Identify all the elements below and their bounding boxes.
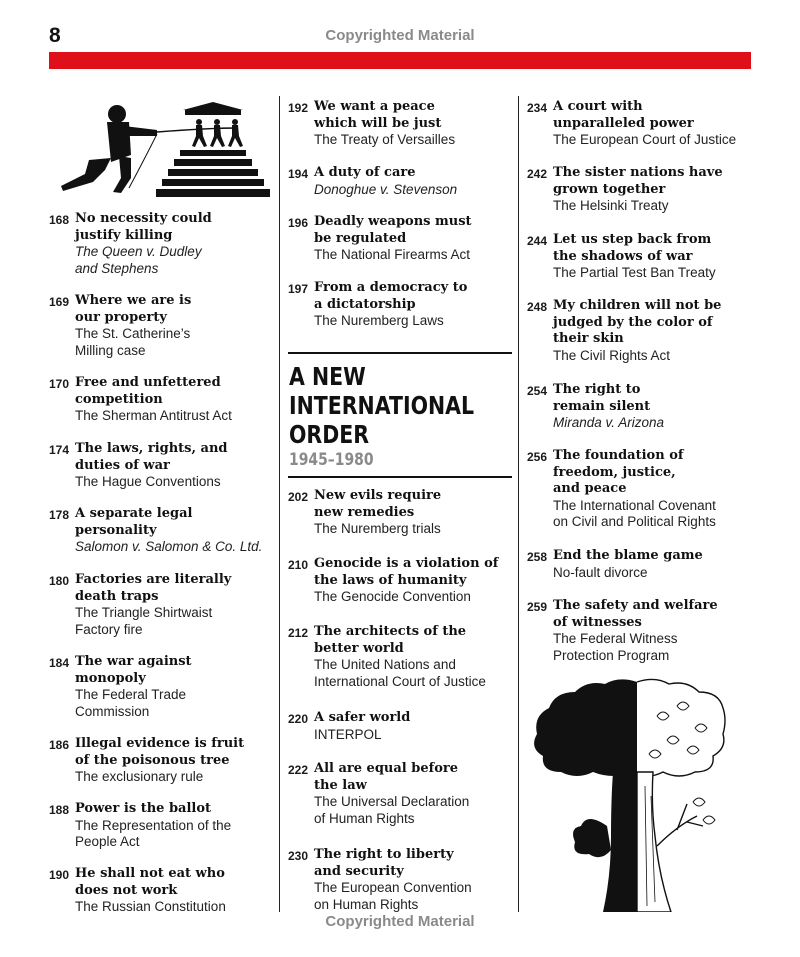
toc-entry-title: The foundation of freedom, justice, and peace — [553, 448, 684, 497]
toc-page-number: 178 — [49, 508, 70, 522]
toc-entry — [288, 99, 513, 149]
toc-entry-title: Free and unfettered competition — [75, 375, 221, 407]
toc-entry-title: End the blame game — [553, 548, 703, 563]
toc-entry-title: He shall not eat who does not work — [75, 866, 225, 898]
toc-entry-subtitle: The Triangle Shirtwaist Factory fire — [75, 605, 213, 637]
toc-page-number: 197 — [288, 282, 309, 296]
toc-page-number: 210 — [288, 558, 309, 572]
toc-entry — [49, 572, 274, 638]
toc-page-number: 186 — [49, 738, 70, 752]
toc-entry — [288, 488, 513, 538]
toc-entry-title: My children will not be judged by the color of their skin — [553, 298, 722, 347]
toc-entry — [288, 165, 513, 198]
header-red-bar — [49, 52, 751, 69]
toc-page-number: 180 — [49, 574, 70, 588]
toc-entry — [288, 624, 513, 690]
toc-entry — [288, 761, 513, 827]
toc-entry-subtitle: The Representation of the People Act — [75, 817, 232, 850]
toc-entry-subtitle: The St. Catherine’s Milling case — [75, 326, 191, 358]
toc-page-number: 254 — [527, 384, 548, 398]
toc-entry-title: Where we are is our property — [75, 293, 192, 325]
toc-entry-subtitle: The International Covenant on Civil and Political Rights — [553, 497, 716, 530]
toc-entry — [527, 448, 752, 531]
toc-page-number: 190 — [49, 868, 70, 882]
page-number: 8 — [49, 24, 61, 47]
toc-entry-subtitle: The European Convention on Human Rights — [314, 880, 472, 912]
toc-page-number: 212 — [288, 626, 309, 640]
toc-entry — [49, 801, 274, 851]
toc-entry-title: Deadly weapons must be regulated — [314, 214, 472, 246]
toc-entry-subtitle: INTERPOL — [314, 726, 382, 742]
toc-entry — [288, 556, 513, 606]
toc-entry-subtitle: The Genocide Convention — [314, 589, 471, 605]
toc-entry-title: The right to remain silent — [553, 382, 651, 414]
toc-entry-title: Factories are literally death traps — [75, 572, 232, 604]
toc-page-number: 234 — [527, 101, 548, 115]
toc-entry-title: From a democracy to a dictatorship — [314, 280, 468, 312]
toc-entry-title: Genocide is a violation of the laws of humanity — [314, 556, 499, 588]
toc-page-number: 192 — [288, 101, 309, 115]
toc-entry — [527, 382, 752, 432]
toc-entry — [527, 598, 752, 664]
toc-entry-subtitle: The European Court of Justice — [553, 132, 737, 148]
toc-entry-title: The war against monopoly — [75, 654, 192, 686]
column-divider — [279, 96, 280, 912]
toc-page-number: 248 — [527, 300, 548, 314]
toc-entry-title: No necessity could justify killing — [75, 211, 212, 243]
toc-page-number: 184 — [49, 656, 70, 670]
toc-entry-subtitle: The Nuremberg trials — [314, 521, 441, 537]
toc-page-number: 256 — [527, 450, 548, 464]
toc-entry — [49, 654, 274, 720]
toc-page-number: 222 — [288, 763, 309, 777]
toc-entry — [49, 736, 274, 786]
toc-entry-subtitle: The United Nations and International Court of Justice — [314, 657, 486, 689]
toc-entry — [49, 211, 274, 277]
toc-entry-title: A separate legal personality — [75, 506, 193, 538]
toc-entry-subtitle: The Hague Conventions — [75, 474, 221, 490]
toc-entry-subtitle: The Helsinki Treaty — [553, 198, 669, 214]
toc-page-number: 188 — [49, 803, 70, 817]
watermark-top: Copyrighted Material — [325, 27, 475, 44]
toc-entry-subtitle: The Universal Declaration of Human Rights — [314, 794, 470, 826]
toc-entry-subtitle: The Partial Test Ban Treaty — [553, 265, 716, 281]
toc-entry — [288, 710, 513, 743]
toc-entry-title: All are equal before the law — [314, 761, 459, 793]
toc-entry-subtitle: The Sherman Antitrust Act — [75, 408, 232, 424]
watermark-bottom: Copyrighted Material — [325, 913, 475, 930]
toc-entry-title: The laws, rights, and duties of war — [75, 441, 228, 473]
toc-entry — [527, 99, 752, 149]
toc-entry-subtitle: No-fault divorce — [553, 564, 648, 580]
toc-entry-subtitle: The Federal Trade Commission — [75, 687, 187, 719]
toc-entry-title: Illegal evidence is fruit of the poisonous tree — [75, 736, 245, 768]
toc-entry — [49, 375, 274, 425]
toc-entry-subtitle: The exclusionary rule — [75, 769, 204, 785]
toc-entry — [49, 866, 274, 916]
toc-entry-subtitle: Donoghue v. Stevenson — [314, 181, 458, 197]
toc-entry-title: The safety and welfare of witnesses — [553, 598, 718, 630]
toc-page-number: 230 — [288, 849, 309, 863]
toc-entry-subtitle: Miranda v. Arizona — [553, 415, 665, 431]
toc-entry-subtitle: The National Firearms Act — [314, 247, 471, 263]
toc-page-number: 169 — [49, 295, 70, 309]
toc-entry-title: A safer world — [314, 710, 411, 725]
toc-page-number: 259 — [527, 600, 548, 614]
section-years: 1945–1980 — [289, 450, 374, 470]
toc-entry — [527, 232, 752, 282]
toc-entry — [288, 847, 513, 913]
toc-entry-subtitle: The Queen v. Dudley and Stephens — [75, 244, 202, 276]
toc-entry-subtitle: The Treaty of Versailles — [314, 132, 456, 148]
toc-entry — [49, 441, 274, 491]
column-divider — [518, 96, 519, 912]
toc-entry — [527, 165, 752, 215]
toc-entry — [527, 548, 752, 581]
toc-entry-title: The architects of the better world — [314, 624, 467, 656]
toc-page-number: 196 — [288, 216, 309, 230]
toc-page-number: 244 — [527, 234, 548, 248]
toc-page-number: 202 — [288, 490, 309, 504]
toc-page-number: 242 — [527, 167, 548, 181]
toc-entry-title: A duty of care — [314, 165, 416, 180]
toc-entry-title: The sister nations have grown together — [553, 165, 723, 197]
toc-entry-subtitle: Salomon v. Salomon & Co. Ltd. — [75, 539, 263, 555]
toc-page-number: 174 — [49, 443, 70, 457]
toc-entry-subtitle: The Nuremberg Laws — [314, 313, 444, 329]
tug-of-war-illustration-icon — [49, 100, 271, 200]
toc-entry-subtitle: The Russian Constitution — [75, 899, 226, 915]
toc-page-number: 194 — [288, 167, 309, 181]
toc-page-number: 220 — [288, 712, 309, 726]
toc-entry-title: New evils require new remedies — [314, 488, 442, 520]
toc-entry-title: We want a peace which will be just — [314, 99, 442, 131]
toc-entry — [49, 506, 274, 556]
section-title: A NEW INTERNATIONAL ORDER — [289, 362, 475, 449]
toc-page-number: 168 — [49, 213, 70, 227]
toc-entry — [527, 298, 752, 364]
section-header — [288, 352, 512, 478]
toc-entry — [288, 280, 513, 330]
toc-entry-title: Power is the ballot — [75, 801, 212, 816]
toc-page-number: 170 — [49, 377, 70, 391]
toc-entry-title: The right to liberty and security — [314, 847, 454, 879]
toc-entry-subtitle: The Civil Rights Act — [553, 347, 671, 363]
toc-entry — [288, 214, 513, 264]
toc-entry — [49, 293, 274, 359]
toc-entry-subtitle: The Federal Witness Protection Program — [553, 631, 678, 663]
toc-page-number: 258 — [527, 550, 548, 564]
toc-entry-title: A court with unparalleled power — [553, 99, 694, 131]
mushroom-cloud-tree-illustration-icon — [527, 676, 727, 912]
toc-entry-title: Let us step back from the shadows of war — [553, 232, 712, 264]
